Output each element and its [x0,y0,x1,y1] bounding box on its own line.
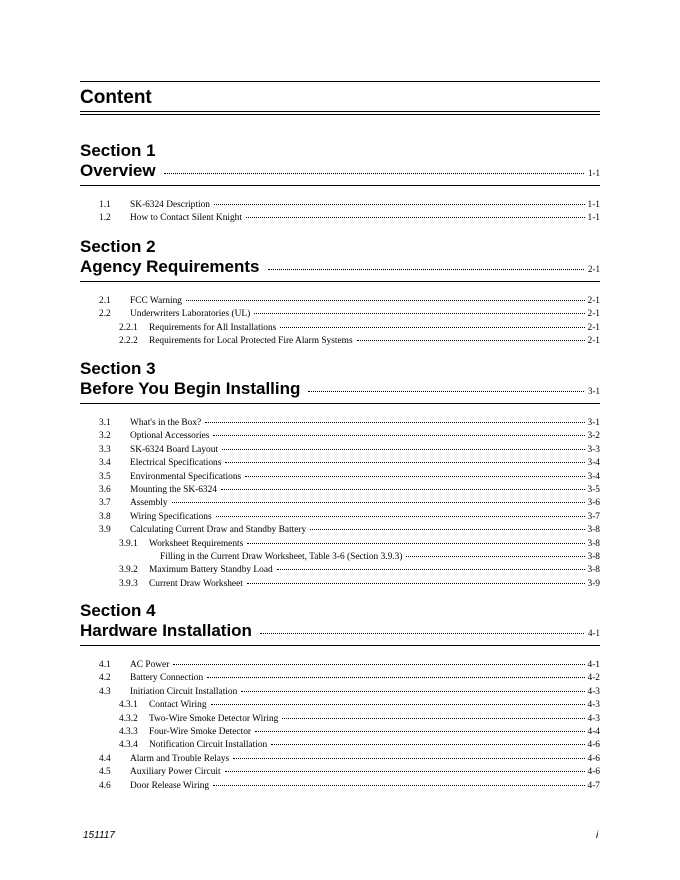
section-title-row[interactable] [80,257,600,281]
leader-dots [164,173,584,174]
entry-title: Battery Connection [130,673,204,684]
entry-title: Initiation Circuit Installation [130,686,238,697]
toc-entry[interactable] [80,552,600,565]
entry-number: 2.2 [99,309,111,320]
entry-page-number: 2-1 [587,296,600,306]
leader-dots [271,744,584,745]
entry-title: Worksheet Requirements [149,538,244,549]
section-label: Section 3 [80,359,156,378]
leader-dots [246,217,585,218]
entry-page-number: 4-3 [587,700,600,711]
entry-page-number: 3-2 [587,431,600,442]
entry-page-number: 3-5 [587,484,600,495]
toc-entry[interactable] [80,687,600,700]
footer-doc-number: 151117 [83,830,115,841]
entry-page-number: 4-7 [587,780,600,791]
section-label: Section 2 [80,237,156,256]
section-rule [80,281,600,282]
entry-title: FCC Warning [130,296,182,306]
entry-number: 3.5 [99,471,111,482]
entry-title: Maximum Battery Standby Load [149,565,273,576]
entry-number: 3.3 [99,444,111,455]
entry-page-number: 4-6 [587,740,600,751]
entry-page-number: 3-8 [587,525,600,536]
toc-entry[interactable] [80,431,600,444]
entry-page-number: 3-8 [587,565,600,576]
toc-entry[interactable] [80,458,600,471]
entry-page-number: 3-3 [587,444,600,455]
entry-number: 1.1 [99,200,111,210]
entry-number: 1.2 [99,213,111,224]
entry-title: Calculating Current Draw and Standby Battery [130,525,307,536]
entry-number: 4.3.1 [119,700,138,711]
toc-entry[interactable] [80,539,600,552]
leader-dots [254,313,584,314]
toc-entry[interactable] [80,740,600,753]
entry-page-number: 3-6 [587,498,600,509]
footer-page-number: i [596,830,599,841]
leader-dots [221,489,585,490]
section-label: Section 1 [80,141,156,160]
entry-number: 3.7 [99,498,111,509]
toc-entry[interactable] [80,472,600,485]
entry-title: What's in the Box? [130,418,202,428]
entry-page-number: 3-8 [587,551,600,562]
entry-number: 3.9.2 [119,565,138,576]
leader-dots [282,718,584,719]
toc-entry[interactable] [80,309,600,322]
entry-number: 3.8 [99,511,111,522]
entry-title: Two-Wire Smoke Detector Wiring [149,713,279,724]
toc-entry[interactable] [80,336,600,349]
entry-page-number: 3-1 [587,418,600,428]
leader-dots [222,449,584,450]
leader-dots [213,785,584,786]
entry-number: 4.3 [99,686,111,697]
entry-page-number: 1-1 [587,200,600,210]
toc-entry[interactable] [80,296,600,309]
entry-page-number: 4-1 [587,660,600,670]
entry-number: 2.2.2 [119,336,138,347]
section-page-number: 2-1 [588,264,600,274]
entry-title: Mounting the SK-6324 [130,484,217,495]
entry-number: 3.2 [99,431,111,442]
entry-title: AC Power [130,660,170,670]
entry-title: Filling in the Current Draw Worksheet, Table 3-6 (Section 3.9.3) [160,551,403,562]
leader-dots [186,300,585,301]
toc-entry[interactable] [80,727,600,740]
entry-number: 4.4 [99,753,111,764]
toc-entry[interactable] [80,673,600,686]
section-page-number: 3-1 [588,386,600,396]
entry-title: Four-Wire Smoke Detector [149,726,252,737]
toc-entry[interactable] [80,660,600,673]
entry-title: Assembly [130,498,168,509]
entry-number: 3.9.1 [119,538,138,549]
entry-title: Optional Accessories [130,431,210,442]
section-entries [80,660,600,794]
entry-number: 2.2.1 [119,322,138,333]
toc-entry[interactable] [80,714,600,727]
leader-dots [205,422,584,423]
entry-title: Environmental Specifications [130,471,242,482]
section-title-row[interactable] [80,621,600,645]
entry-page-number: 2-1 [587,322,600,333]
entry-title: Current Draw Worksheet [149,578,243,589]
toc-page [80,81,600,115]
entry-number: 3.9 [99,525,111,536]
section-title-row[interactable] [80,379,600,403]
entry-title: How to Contact Silent Knight [130,213,242,224]
entry-title: Notification Circuit Installation [149,740,268,751]
entry-title: SK-6324 Board Layout [130,444,219,455]
entry-number: 3.6 [99,484,111,495]
entry-page-number: 2-1 [587,309,600,320]
leader-dots [172,502,585,503]
toc-entry[interactable] [80,512,600,525]
title-double-rule [80,111,600,115]
entry-title: Door Release Wiring [130,780,210,791]
entry-page-number: 2-1 [587,336,600,347]
entry-page-number: 4-3 [587,686,600,697]
entry-page-number: 3-9 [587,578,600,589]
entry-page-number: 3-4 [587,458,600,469]
entry-number: 3.4 [99,458,111,469]
entry-page-number: 4-2 [587,673,600,684]
entry-number: 2.1 [99,296,111,306]
leader-dots [207,677,584,678]
leader-dots [310,529,584,530]
toc-section-1 [80,141,600,227]
entry-page-number: 4-6 [587,753,600,764]
entry-title: Requirements for All Installations [149,322,277,333]
entry-page-number: 4-6 [587,767,600,778]
leader-dots [213,435,584,436]
entry-page-number: 3-4 [587,471,600,482]
toc-entry[interactable] [80,445,600,458]
leader-dots [225,462,584,463]
toc-entry[interactable] [80,323,600,336]
section-entries [80,418,600,592]
leader-dots [255,731,584,732]
entry-title: SK-6324 Description [130,200,210,210]
entry-title: Electrical Specifications [130,458,222,469]
entry-title: Underwriters Laboratories (UL) [130,309,251,320]
toc-entry[interactable] [80,565,600,578]
toc-entry[interactable] [80,700,600,713]
leader-dots [214,204,585,205]
entry-page-number: 1-1 [587,213,600,224]
entry-number: 4.5 [99,767,111,778]
leader-dots [245,476,584,477]
entry-title: Alarm and Trouble Relays [130,753,230,764]
section-entries [80,296,600,350]
entry-page-number: 3-8 [587,538,600,549]
toc-section-4 [80,601,600,794]
leader-dots [247,583,585,584]
section-label: Section 4 [80,601,156,620]
leader-dots [216,516,585,517]
entry-page-number: 4-3 [587,713,600,724]
entry-number: 4.3.2 [119,713,138,724]
leader-dots [277,569,585,570]
leader-dots [247,543,584,544]
section-title: Hardware Installation [80,621,252,640]
leader-dots [268,269,585,270]
entry-title: Contact Wiring [149,700,207,711]
entry-number: 4.2 [99,673,111,684]
entry-number: 4.6 [99,780,111,791]
toc-entry[interactable] [80,579,600,592]
entry-page-number: 4-4 [587,726,600,737]
toc-entry[interactable] [80,781,600,794]
toc-entry[interactable] [80,200,600,213]
entry-number: 4.3.3 [119,726,138,737]
leader-dots [308,391,584,392]
entry-page-number: 3-7 [587,511,600,522]
toc-section-3 [80,359,600,592]
section-page-number: 4-1 [588,628,600,638]
toc-entry[interactable] [80,525,600,538]
entry-title: Requirements for Local Protected Fire Alarm Systems [149,336,353,347]
entry-number: 4.3.4 [119,740,138,751]
leader-dots [241,691,584,692]
toc-entry[interactable] [80,213,600,226]
toc-section-2 [80,237,600,350]
leader-dots [280,327,584,328]
section-entries [80,200,600,227]
toc-entry[interactable] [80,767,600,780]
leader-dots [225,771,585,772]
entry-number: 3.1 [99,418,111,428]
entry-title: Auxiliary Power Circuit [130,767,221,778]
toc-entry[interactable] [80,418,600,431]
section-title: Overview [80,161,156,180]
section-rule [80,645,600,646]
toc-entry[interactable] [80,498,600,511]
leader-dots [173,664,584,665]
page-title: Content [80,87,152,108]
section-page-number: 1-1 [588,168,600,178]
section-title-row[interactable] [80,161,600,185]
section-title: Before You Begin Installing [80,379,301,398]
entry-title: Wiring Specifications [130,511,212,522]
leader-dots [260,633,584,634]
leader-dots [357,340,585,341]
section-title: Agency Requirements [80,257,260,276]
toc-entry[interactable] [80,754,600,767]
section-rule [80,403,600,404]
leader-dots [211,704,585,705]
entry-number: 3.9.3 [119,578,138,589]
leader-dots [233,758,584,759]
section-rule [80,185,600,186]
entry-number: 4.1 [99,660,111,670]
toc-entry[interactable] [80,485,600,498]
leader-dots [406,556,584,557]
